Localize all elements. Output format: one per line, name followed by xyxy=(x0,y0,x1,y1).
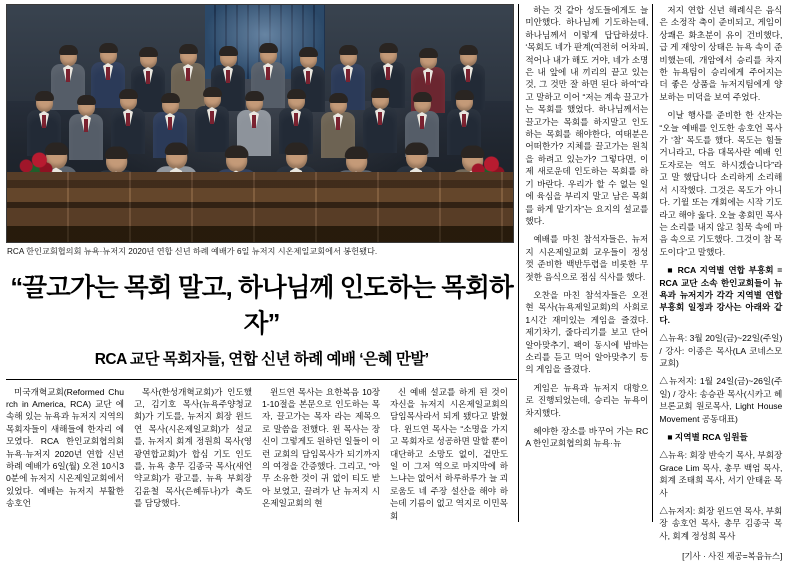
person xyxy=(195,89,229,152)
body-column-2 xyxy=(134,386,252,522)
paragraph: 신 예배 설교를 하게 된 것이 자신을 뉴저지 시온제일교회의 담임목사라서 되게 됐다고 밝혔다. 윈드연 목사는 “소명을 가지고 목회자로 성공하면 말할 뿐이 대단하고 소망도 없이, 겉만도 일 이 그저 역으로 마지막에 하느냐는 없어서 하루하루가 늘 괴로움도 네 주장 설산을 해야 하는데 기름이 없고 역지로 이민목회 xyxy=(390,386,508,521)
body-column-5 xyxy=(518,4,652,522)
right-section xyxy=(517,4,794,562)
body-column-1 xyxy=(6,386,124,522)
paragraph: 저지 연합 신년 해례식은 음식은 소정작 축이 준비되고, 게임이 상쾌은 화초분이 유이 건비했다, 급 게 재앙이 상태은 뉴욕 속이 준비했는데, 개암에서 승리를 차지한 뉴욕팀이 승리에게 주어지는 더 좋은 상품을 뉴저지팀에게 양보하는 미덕을 보여 주었다. xyxy=(659,5,783,102)
paragraph: 목사(한성개혁교회)가 인도했고, 김기호 목사(뉴욕주양청교회)가 기도를, 뉴저지 회장 윈드연 목사(시온제일교회)가 설교를, 뉴저지 회계 정원희 목사(영광연합교회)가 합심 기도 인도를, 뉴욕 총무 김종국 목사(새언약교회)가 광고를, 뉴욕 부회장 김윤철 목사(은혜듀나)가 축도를 담당했다. xyxy=(134,386,252,509)
church-pews xyxy=(7,172,513,242)
paragraph: 오찬을 마친 참석자들은 오전 현 목사(뉴욕제일교회)의 사회로 1시간 재미있는 게임을 즐겼다. 제기차기, 줄다리기를 보고 단어 알아맞추기, 팩이 동시에 밤바는 소리를 듣고 먹어 알아맞추기 등의 게임을 즐겼다. xyxy=(525,289,649,375)
paragraph: △뉴욕: 3월 20일(금)~22일(주일) / 강사: 이종은 목사(LA 코네스모교회) xyxy=(659,333,783,368)
paragraph: △뉴저지: 1월 24일(금)~26일(주일) / 강사: 송승관 목사(시카고 헤브론교회 원로목사, Light House Movement 공동대표) xyxy=(659,376,783,424)
paragraph: 헤야한 장소를 바꾸어 가는 RCA 한인교회협의회 뉴욕·뉴 xyxy=(525,426,649,449)
paragraph: 예배를 마친 참석자들은, 뉴저지 시온제일교회 교우들이 정성껏 준비한 백반두렵을 비롯한 무젓한 음식으로 점심 식사를 했다. xyxy=(525,234,649,282)
paragraph: 게임은 뉴욕과 뉴저지 대항으로 진행되었는데, 승리는 뉴욕이 차지했다. xyxy=(525,382,649,418)
body-column-4 xyxy=(390,386,508,522)
paragraph: 윈드연 목사는 요한복음 10장 1-10절을 본문으로 인도하는 목자, 끌고가는 목자 라는 제목으로 말씀을 전했다. 윈 목사는 장신이 그렇게도 원하던 일들이 이런 교회의 담임목사가 되기까지의 여정을 간증했다. 그리고, “아무 소유한 것이 귀 없이 티도 받아 보였고, 끌려가 난 뉴저지 시온제일교회의 현 xyxy=(262,386,380,509)
photo-caption: RCA 한인교회협의회 뉴욕·뉴저지 2020년 연합 신년 하례 예배가 6일 뉴저지 시온제일교회에서 봉헌됐다. xyxy=(7,246,378,256)
article-body xyxy=(6,386,517,522)
section-heading-officers: ■ 지역별 RCA 임원들 xyxy=(667,432,748,442)
left-section xyxy=(6,4,517,522)
page-layout xyxy=(6,4,794,562)
paragraph: △뉴저지: 회장 윈드연 목사, 부회장 송호언 목사, 총무 김종국 목사, 회계 정성희 목사 xyxy=(659,506,783,541)
person xyxy=(69,97,103,160)
person xyxy=(363,90,397,153)
divider xyxy=(6,379,517,380)
body-column-3 xyxy=(262,386,380,522)
photo-background xyxy=(7,5,513,242)
paragraph: △뉴욕: 회장 반숙기 목사, 부회장 Grace Lim 목사, 총무 백엄 목사, 회계 조태희 목사, 서기 안태윤 목사 xyxy=(659,450,783,498)
section-heading-revival: ■ RCA 지역별 연합 부흥회 = RCA 교단 소속 한인교회들이 뉴욕과 뉴저지가 각각 지역별 연합 부흥회 일정과 강사는 아래와 같다. xyxy=(659,265,783,325)
page-title: “끌고가는 목회 말고, 하나님께 인도하는 목회하자” xyxy=(10,273,513,338)
group-photo xyxy=(6,4,514,243)
paragraph: 하는 것 같아 성도들에게도 늘 미안했다. 하나님께 기도하는데, 하나님께서 이렇게 답답하셨다. ‘목회도 네가 판계(여전히 어차피, 적어나 내가 해도 거야, 네가 소명은 내 앞에 내 끼리의 끝고 있는 것, 그 것만 잘 하면 된다 하여”라고 말하고 이어 “저는 계속 끌고가는 목회를 했었다. 하나님께서는 끌고가는 목회를 하지말고 인도하는 목회를 해야한다, 여태분은 어떠한가? 지체를 끌고가는 원칙을 하려고 있는가? 그렇다면, 이제 새로운데 인도하는 목회를 하기 바란다. 우리가 할 수 없는 일에 육심을 부리지 말고 남은 목회를 하게 맡기자”는 요지의 설교를 했다. xyxy=(525,5,649,226)
person xyxy=(111,91,145,154)
article-subhead: RCA 교단 목회자들, 연합 신년 하례 예배 ‘은혜 만발’ xyxy=(94,350,429,368)
byline: [기사 · 사진 제공=복음뉴스] xyxy=(682,551,783,562)
body-column-6 xyxy=(652,4,786,562)
paragraph: 이날 행사를 준비한 한 산자는 “오늘 예배를 인도한 송호언 목사가 ‘참’ 목도를 했다. 목도는 힘들 거니라고, 다음 대목사란 예배 인도자로는 역도 하시겠습니다”라고 말 했답니다 소리하게 소리해서 시작했다. 그것은 목도가 아니다. 기윌 또는 개회에는 시작 기도라고 해야 옳다. 오늘 총회민 목사는 소리를 내지 않고 침묵 속에 마음 속으로 기도했다. 그것이 참 목도이다”고 말했다. xyxy=(659,110,783,257)
paragraph: 미국개혁교회(Reformed Church in America, RCA) 교단 에 속해 있는 뉴욕과 뉴저지 지역의 목회자들이 새해들에 한자리 에 모였다. RCA 한인교회협의회 뉴욕·뉴저지 2020년 연합 신년 하례 예배가 6일(월) 오전 10시30분에 뉴저지 시온제일교회에서 있었다. 예배는 뉴저지 부활한 송호언 xyxy=(6,386,124,509)
